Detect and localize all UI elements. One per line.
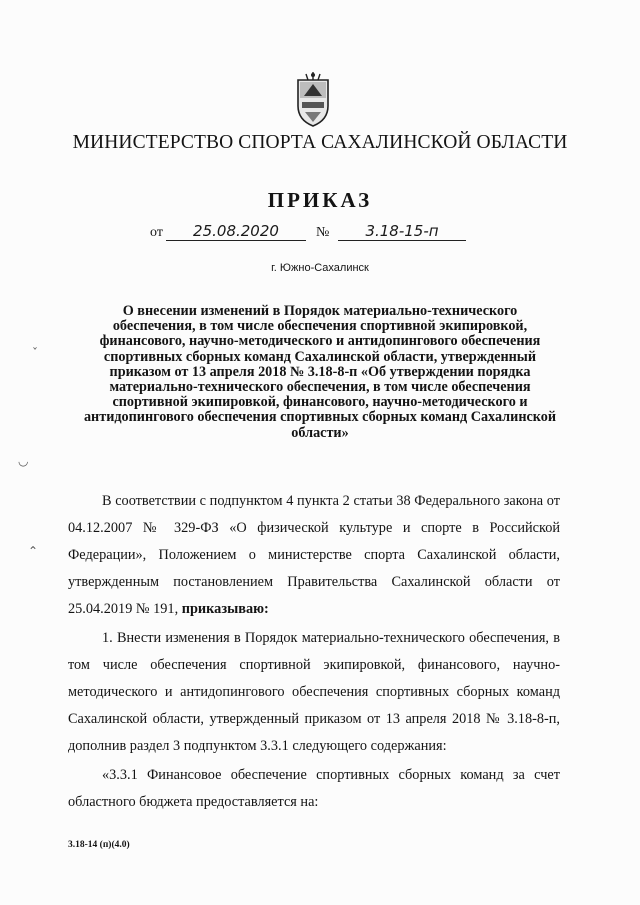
ministry-title: МИНИСТЕРСТВО СПОРТА САХАЛИНСКОЙ ОБЛАСТИ xyxy=(72,132,568,153)
document-body xyxy=(68,488,560,816)
coat-of-arms-icon xyxy=(292,72,334,128)
order-number: 3.18-15-п xyxy=(338,222,466,241)
margin-mark: ◡ xyxy=(18,454,29,468)
date-label: от xyxy=(150,225,163,240)
order-subject: О внесении изменений в Порядок материально-технического обеспечения, в том числе обеспечения спортивной экипировкой, финансового, научно-методического и антидопингового обеспечения спортивных сборных команд Сахалинской области, утвержденный приказом от 13 апреля 2018 № 3.18-8-п «Об утверждении порядка материально-технического обеспечения, в том числе обеспечения спортивной экипировкой, финансового, научно-методического и антидопингового обеспечения спортивных сборных команд Сахалинской области» xyxy=(83,303,557,441)
document-code: 3.18-14 (п)(4.0) xyxy=(68,840,130,850)
preamble-paragraph xyxy=(68,488,560,623)
margin-mark: ˇ xyxy=(32,346,38,360)
city-line: г. Южно-Сахалинск xyxy=(271,262,369,274)
margin-mark: ⌃ xyxy=(28,544,39,558)
document-title: ПРИКАЗ xyxy=(267,188,373,212)
preamble-text: В соответствии с подпунктом 4 пункта 2 статьи 38 Федерального закона от 04.12.2007 № 329-ФЗ «О физической культуре и спорте в Российской Федерации», Положением о министерстве спорта Сахалинской области, утвержденным постановлением Правительства Сахалинской области от 25.04.2019 № 191, xyxy=(68,493,560,617)
item-1-paragraph: 1. Внести изменения в Порядок материально-технического обеспечения, в том числе обеспечения спортивной экипировкой, финансового, научно-методического и антидопингового обеспечения спортивных сборных команд Сахалинской области, утвержденный приказом от 13 апреля 2018 № 3.18-8-п, дополнив раздел 3 подпунктом 3.3.1 следующего содержания: xyxy=(68,630,560,754)
quote-paragraph: «3.3.1 Финансовое обеспечение спортивных сборных команд за счет областного бюджета предоставляется на: xyxy=(68,767,560,810)
order-date: 25.08.2020 xyxy=(166,222,306,241)
order-word: приказываю: xyxy=(181,601,269,617)
number-label: № xyxy=(316,225,330,240)
